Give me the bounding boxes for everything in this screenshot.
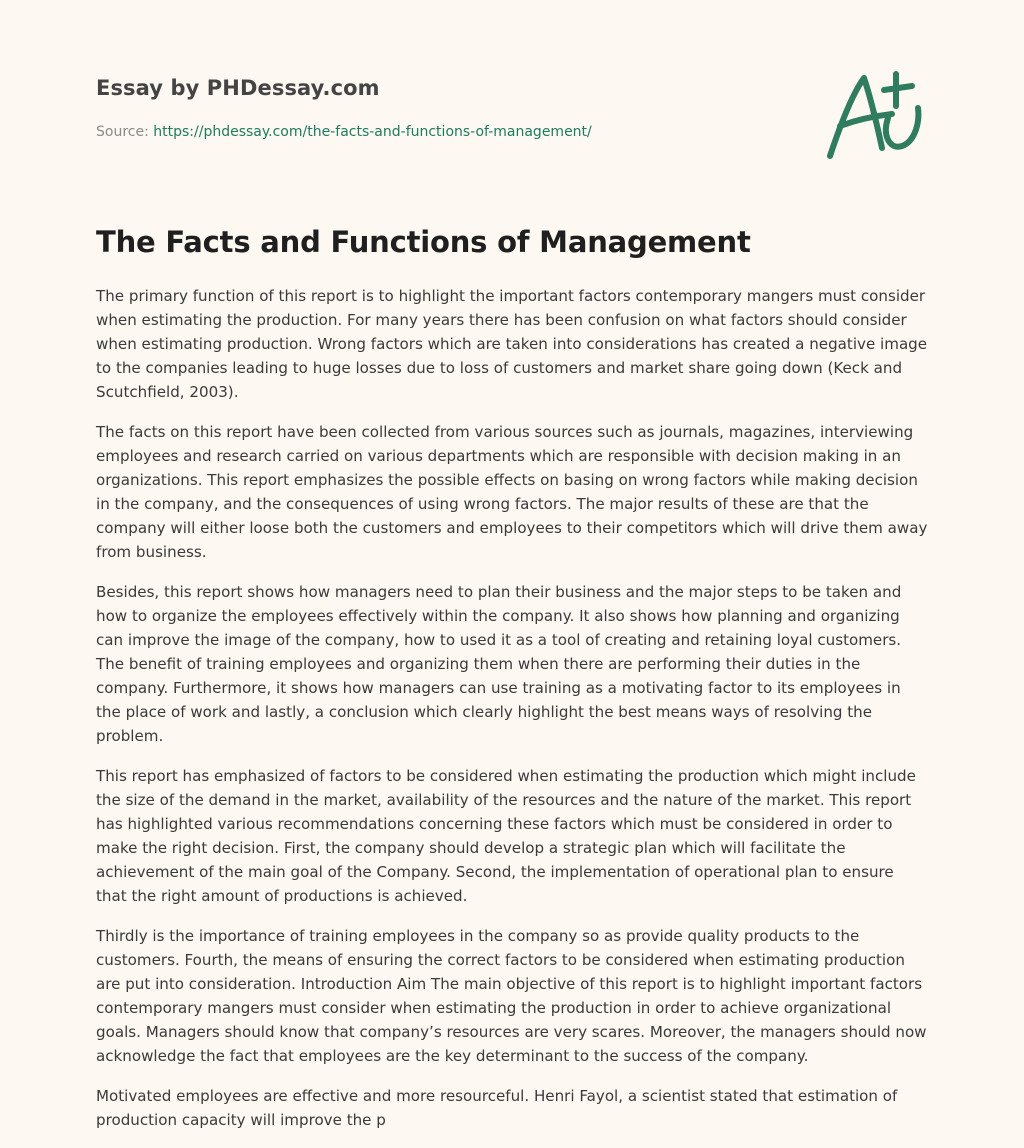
source-link[interactable]: https://phdessay.com/the-facts-and-functions-of-management/: [153, 124, 592, 140]
site-brand: Essay by PHDessay.com: [96, 76, 380, 100]
source-label: Source:: [96, 124, 149, 140]
a-plus-grade-icon: [822, 64, 932, 164]
page-header: [96, 0, 928, 180]
essay-paragraph: Besides, this report shows how managers need to plan their business and the major steps to be taken and how to organize the employees effectively within the company. It also shows how planning and organizing can improve the image of the company, how to used it as a tool of creating and retaining loyal customers. The benefit of training employees and organizing them when there are performing their duties in the company. Furthermore, it shows how managers can use training as a motivating factor to its employees in the place of work and lastly, a conclusion which clearly highlight the best means ways of resolving the problem.: [96, 583, 902, 745]
source-line: [96, 124, 592, 140]
essay-title: The Facts and Functions of Management: [96, 225, 751, 259]
essay-paragraph: Thirdly is the importance of training employees in the company so as provide quality products to the customers. Fourth, the means of ensuring the correct factors to be considered when estimating production are put into consideration. Introduction Aim The main objective of this report is to highlight important factors contemporary mangers must consider when estimating the production in order to achieve organizational goals. Managers should know that company’s resources are very scares. Moreover, the managers should now acknowledge the fact that employees are the key determinant to the success of the company.: [96, 927, 927, 1065]
essay-body: [96, 284, 928, 1148]
essay-paragraph: The facts on this report have been collected from various sources such as journals, magazines, interviewing employees and research carried on various departments which are responsible with decision making in an organizations. This report emphasizes the possible effects on basing on wrong factors while making decision in the company, and the consequences of using wrong factors. The major results of these are that the company will either loose both the customers and employees to their competitors which will drive them away from business.: [96, 423, 928, 561]
essay-page: [96, 0, 928, 1129]
essay-paragraph: Motivated employees are effective and more resourceful. Henri Fayol, a scientist stated that estimation of production capacity will improve the p: [96, 1087, 898, 1129]
essay-paragraph: The primary function of this report is to highlight the important factors contemporary mangers must consider when estimating the production. For many years there has been confusion on what factors should consider when estimating production. Wrong factors which are taken into considerations has created a negative image to the companies leading to huge losses due to loss of customers and market share going down (Keck and Scutchfield, 2003).: [96, 287, 928, 401]
essay-paragraph: This report has emphasized of factors to be considered when estimating the production which might include the size of the demand in the market, availability of the resources and the nature of the market. This report has highlighted various recommendations concerning these factors which must be considered in order to make the right decision. First, the company should develop a strategic plan which will facilitate the achievement of the main goal of the Company. Second, the implementation of operational plan to ensure that the right amount of productions is achieved.: [96, 767, 916, 905]
